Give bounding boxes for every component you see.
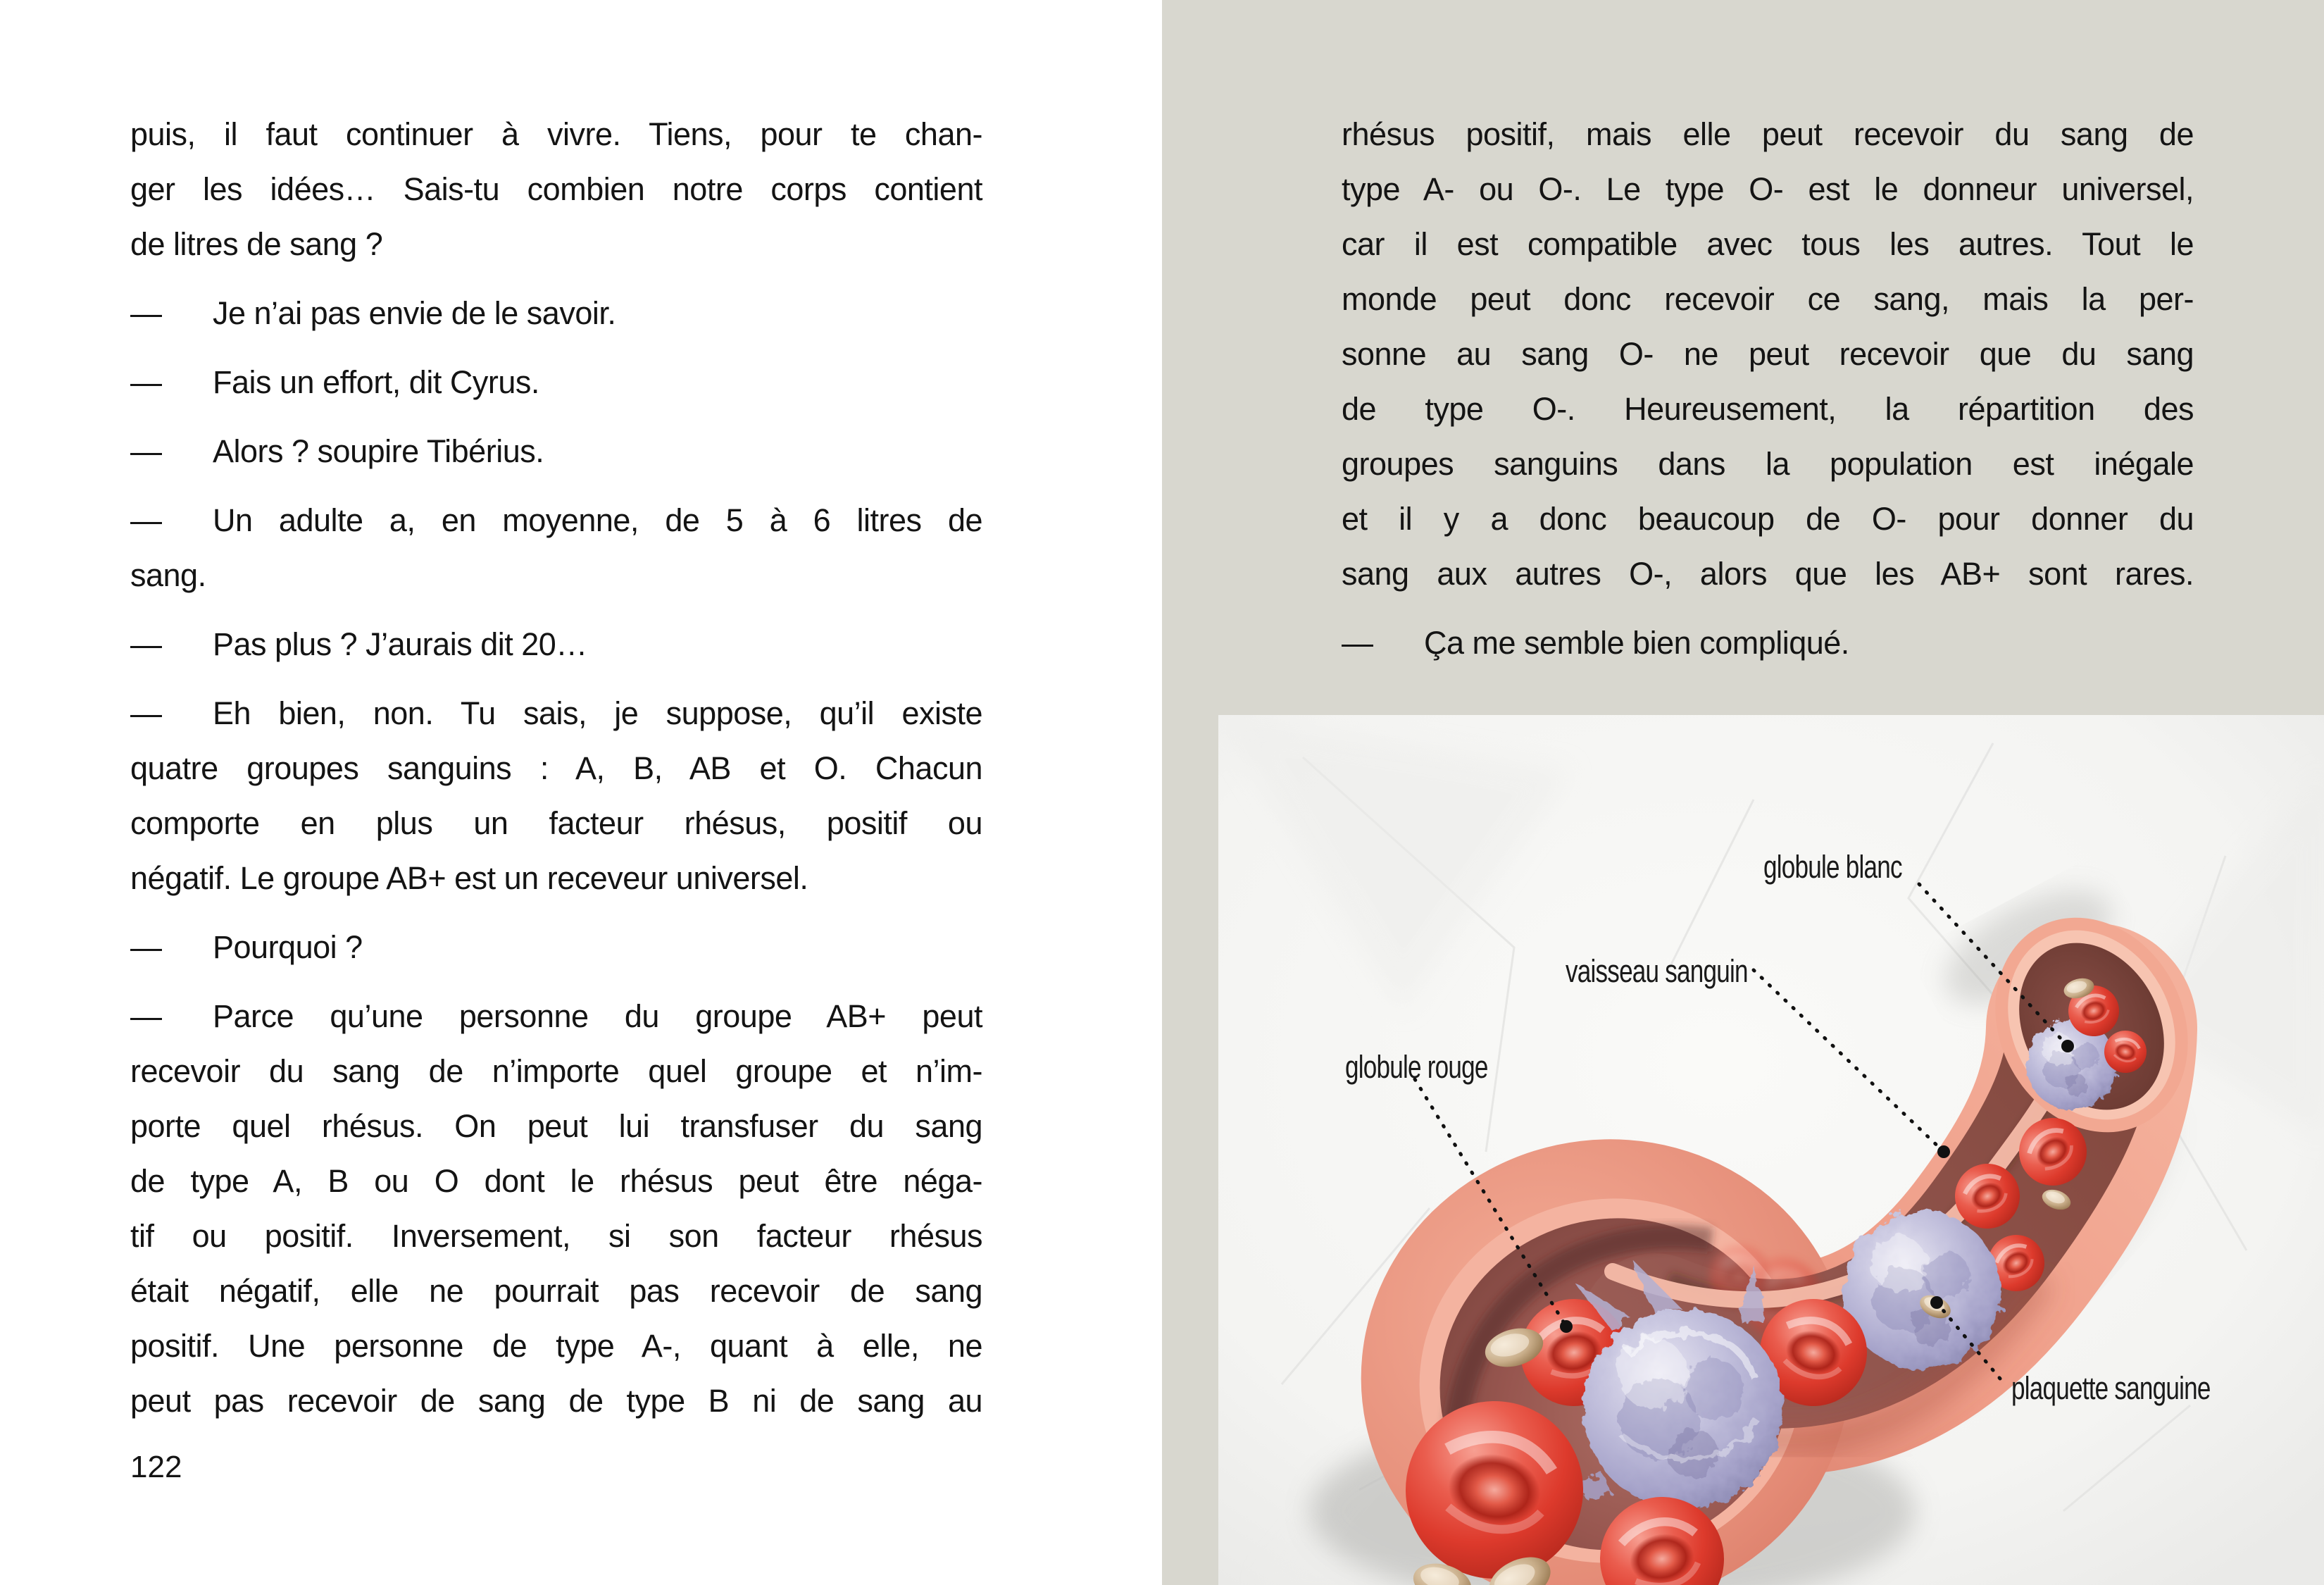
- paragraph: [1342, 107, 2194, 602]
- blood-vessel-svg: [1218, 715, 2324, 1585]
- text-line: [130, 796, 982, 851]
- label-globule-rouge: globule rouge: [1345, 1049, 1488, 1085]
- line-text: était négatif, elle ne pourrait pas recevoir de sang: [130, 1273, 982, 1309]
- line-text: Pourquoi ?: [213, 929, 363, 965]
- paragraph: [130, 989, 982, 1429]
- white-blood-cell: [1844, 1212, 2001, 1370]
- paragraph: [130, 686, 982, 906]
- line-text: positif. Une personne de type A-, quant à elle, ne: [130, 1328, 982, 1364]
- text-line: [1342, 327, 2194, 382]
- paragraph: [1342, 616, 2194, 671]
- text-line: [130, 107, 982, 162]
- dialogue-dash: —: [130, 998, 162, 1034]
- line-text: car il est compatible avec tous les autres. Tout le: [1342, 226, 2194, 262]
- text-line: [130, 617, 982, 672]
- text-line: [130, 424, 982, 479]
- text-line: [130, 548, 982, 603]
- text-line: [1342, 437, 2194, 492]
- line-text: de type O-. Heureusement, la répartition des: [1342, 391, 2194, 427]
- line-text: Ça me semble bien compliqué.: [1424, 625, 1849, 661]
- dialogue-dash: —: [130, 695, 162, 731]
- paragraph: [130, 920, 982, 975]
- text-line: [130, 851, 982, 906]
- dialogue-dash: —: [130, 626, 162, 662]
- text-line: [130, 741, 982, 796]
- line-text: comporte en plus un facteur rhésus, positif ou: [130, 805, 982, 841]
- text-line: [1342, 107, 2194, 162]
- text-line: [130, 989, 982, 1044]
- text-line: [1342, 547, 2194, 602]
- paragraph: [130, 355, 982, 410]
- line-text: quatre groupes sanguins : A, B, AB et O. Chacun: [130, 750, 982, 786]
- text-line: [130, 162, 982, 217]
- line-text: Je n’ai pas envie de le savoir.: [213, 295, 616, 331]
- text-line: [130, 217, 982, 272]
- paragraph: [130, 493, 982, 603]
- line-text: type A- ou O-. Le type O- est le donneur universel,: [1342, 171, 2194, 207]
- text-line: [1342, 217, 2194, 272]
- dialogue-dash: —: [130, 364, 162, 400]
- line-text: Pas plus ? J’aurais dit 20…: [213, 626, 587, 662]
- text-line: [1342, 616, 2194, 671]
- text-line: [130, 1264, 982, 1319]
- line-text: Fais un effort, dit Cyrus.: [213, 364, 539, 400]
- line-text: négatif. Le groupe AB+ est un receveur universel.: [130, 860, 808, 896]
- line-text: sang.: [130, 557, 206, 593]
- line-text: puis, il faut continuer à vivre. Tiens, pour te chan-: [130, 116, 982, 152]
- line-text: groupes sanguins dans la population est inégale: [1342, 446, 2194, 482]
- text-line: [1342, 382, 2194, 437]
- paragraph: [130, 286, 982, 341]
- line-text: porte quel rhésus. On peut lui transfuser du sang: [130, 1108, 982, 1144]
- paragraph: [130, 617, 982, 672]
- line-text: tif ou positif. Inversement, si son facteur rhésus: [130, 1218, 982, 1254]
- line-text: de type A, B ou O dont le rhésus peut être néga-: [130, 1163, 982, 1199]
- label-vaisseau-sanguin: vaisseau sanguin: [1566, 953, 1748, 989]
- text-line: [130, 286, 982, 341]
- line-text: sonne au sang O- ne peut recevoir que du sang: [1342, 336, 2194, 372]
- line-text: Alors ? soupire Tibérius.: [213, 433, 544, 469]
- line-text: peut pas recevoir de sang de type B ni de sang au: [130, 1383, 982, 1419]
- line-text: sang aux autres O-, alors que les AB+ sont rares.: [1342, 556, 2194, 592]
- line-text: monde peut donc recevoir ce sang, mais la per-: [1342, 281, 2194, 317]
- dialogue-dash: —: [130, 929, 162, 965]
- text-line: [130, 1099, 982, 1154]
- dialogue-dash: —: [1342, 625, 1373, 661]
- line-text: Eh bien, non. Tu sais, je suppose, qu’il existe: [213, 695, 982, 731]
- text-line: [130, 686, 982, 741]
- text-line: [130, 1209, 982, 1264]
- text-line: [130, 493, 982, 548]
- dialogue-dash: —: [130, 502, 162, 538]
- line-text: Parce qu’une personne du groupe AB+ peut: [213, 998, 982, 1034]
- text-line: [130, 355, 982, 410]
- line-text: Un adulte a, en moyenne, de 5 à 6 litres de: [213, 502, 982, 538]
- text-line: [130, 1374, 982, 1429]
- text-line: [1342, 162, 2194, 217]
- text-line: [130, 920, 982, 975]
- text-line: [1342, 492, 2194, 547]
- label-globule-blanc: globule blanc: [1763, 849, 1902, 885]
- paragraph: [130, 107, 982, 272]
- text-line: [1342, 272, 2194, 327]
- label-plaquette-sanguine: plaquette sanguine: [2011, 1370, 2211, 1406]
- blood-vessel-illustration: [1218, 715, 2324, 1585]
- dialogue-dash: —: [130, 433, 162, 469]
- line-text: ger les idées… Sais-tu combien notre corps contient: [130, 171, 982, 207]
- line-text: rhésus positif, mais elle peut recevoir du sang de: [1342, 116, 2194, 152]
- right-page-text: [1342, 107, 2194, 671]
- paragraph: [130, 424, 982, 479]
- line-text: et il y a donc beaucoup de O- pour donner du: [1342, 501, 2194, 537]
- left-page-text: [130, 107, 982, 1429]
- right-page: [1162, 0, 2324, 1585]
- page-number: 122: [130, 1450, 182, 1484]
- line-text: recevoir du sang de n’importe quel groupe et n’im-: [130, 1053, 982, 1089]
- text-line: [130, 1319, 982, 1374]
- text-line: [130, 1044, 982, 1099]
- line-text: de litres de sang ?: [130, 226, 383, 262]
- text-line: [130, 1154, 982, 1209]
- dialogue-dash: —: [130, 295, 162, 331]
